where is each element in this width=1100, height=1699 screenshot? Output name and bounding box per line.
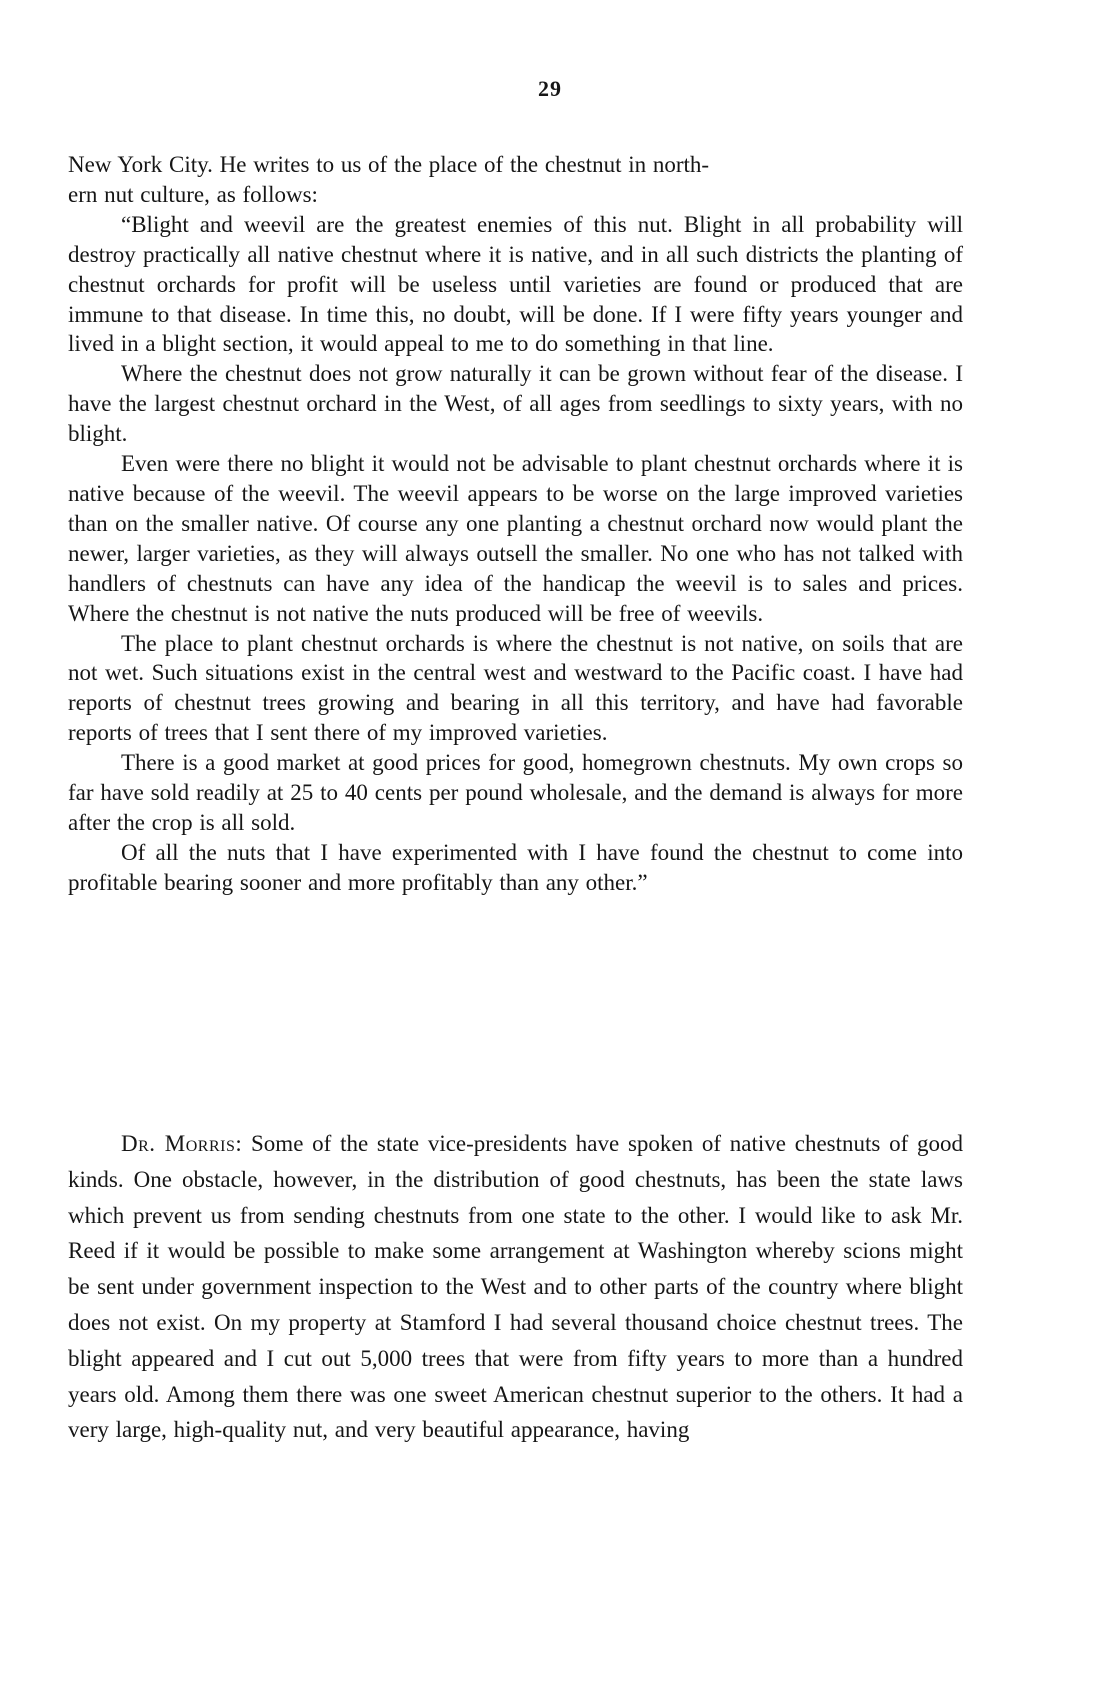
letter-paragraph-1: “Blight and weevil are the greatest enemies of this nut. Blight in all probability will destroy practically all native chestnut where it is native, and in all such districts the planting of chestnut orchards for profit will be useless until varieties are found or produced that are immune to that disease. In time this, no doubt, will be done. If I were fifty years younger and lived in a blight section, it would appeal to me to do something in that line. (68, 211, 963, 357)
discussion-section (68, 1126, 963, 1448)
letter-paragraph-3: Even were there no blight it would not be advisable to plant chestnut orchards where it is native because of the weevil. The weevil appears to be worse on the large improved varieties than on the smaller native. Of course any one planting a chestnut orchard now would plant the newer, larger varieties, as they will always outsell the smaller. No one who has not talked with handlers of chestnuts can have any idea of the handicap the weevil is to sales and prices. Where the chestnut is not native the nuts produced will be free of weevils. (68, 451, 963, 626)
letter-paragraph-4: The place to plant chestnut orchards is where the chestnut is not native, on soils that are not wet. Such situations exist in the central west and westward to the Pacific coast. I have had reports of chestnut trees growing and bearing in all this territory, and have had favorable reports of trees that I sent there of my improved varieties. (68, 630, 963, 746)
letter-section (68, 150, 963, 898)
intro-line-1: New York City. He writes to us of the place of the chestnut in north- (68, 152, 710, 177)
page-number: 29 (538, 76, 562, 101)
letter-paragraph-5: There is a good market at good prices for good, homegrown chestnuts. My own crops so far have sold readily at 25 to 40 cents per pound wholesale, and the demand is always for more after the crop is all sold. (68, 750, 963, 835)
letter-paragraph-6: Of all the nuts that I have experimented with I have found the chestnut to come into profitable bearing sooner and more profitably than any other.” (68, 839, 963, 895)
intro-line-2: ern nut culture, as follows: (68, 181, 318, 207)
discussion-paragraph (68, 1126, 963, 1448)
intro-line (68, 150, 963, 210)
discussion-text: Some of the state vice-presidents have spoken of native chestnuts of good kinds. One obstacle, however, in the distribution of good chestnuts, has been the state laws which prevent us from sending chestnuts from one state to the other. I would like to ask Mr. Reed if it would be possible to make some arrangement at Washington whereby scions might be sent under government inspection to the West and to other parts of the country where blight does not exist. On my property at Stamford I had several thousand choice chestnut trees. The blight appeared and I cut out 5,000 trees that were from fifty years to more than a hundred years old. Among them there was one sweet American chestnut superior to the others. It had a very large, high-quality nut, and very beautiful appearance, having (68, 1131, 964, 1443)
letter-paragraph-2: Where the chestnut does not grow naturally it can be grown without fear of the disease. I have the largest chestnut orchard in the West, of all ages from seedlings to sixty years, with no blight. (68, 361, 963, 447)
speaker-name: Dr. Morris: (121, 1131, 243, 1156)
